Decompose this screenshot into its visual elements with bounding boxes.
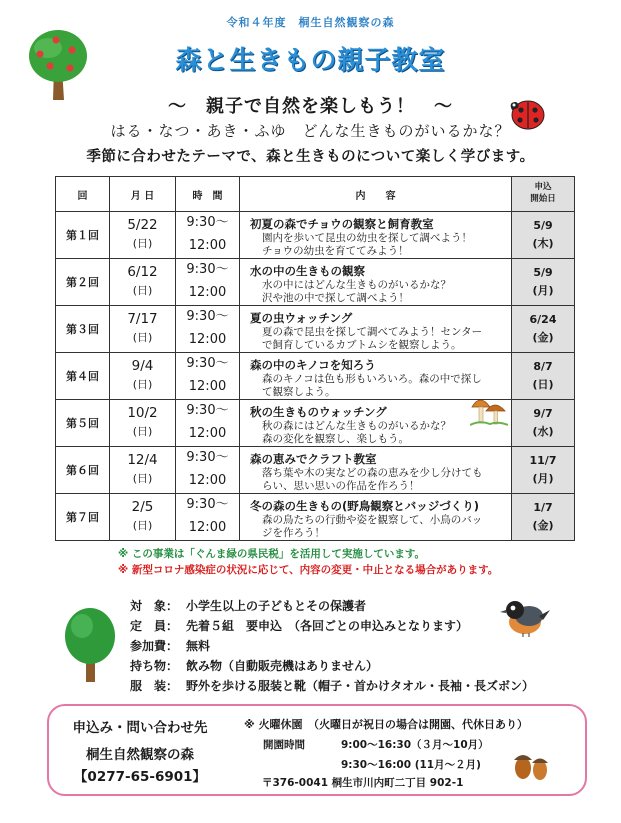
header-date: 月 日 <box>110 177 176 212</box>
session-content: 秋の生きものウォッチング 秋の森にはどんな生きものがいるかな？ 森の変化を観察し、楽しもう。 <box>240 400 512 447</box>
opening-hours-summer: 開園時間 9:00〜16:30（３月〜10月） <box>263 739 489 751</box>
contact-name: 桐生自然観察の森 <box>86 747 194 763</box>
session-date: 2/5 (日) <box>110 494 176 541</box>
apply-start-date: 8/7 (日) <box>512 353 575 400</box>
session-number: 第４回 <box>56 353 110 400</box>
detail-clothing: 服 装： 野外を歩ける服装と靴（帽子・首かけタオル・長袖・長ズボン） <box>130 679 535 693</box>
contact-phone: 【0277-65-6901】 <box>73 769 207 785</box>
session-date: 9/4 (日) <box>110 353 176 400</box>
session-number: 第２回 <box>56 259 110 306</box>
catchphrase: 〜 親子で自然を楽しもう！ 〜 <box>168 96 453 117</box>
session-date: 10/2 (日) <box>110 400 176 447</box>
table-row <box>56 259 575 306</box>
header-time: 時 間 <box>176 177 240 212</box>
apply-start-date: 5/9 (月) <box>512 259 575 306</box>
session-content: 水の中の生きもの観察 水の中にはどんな生きものがいるかな？ 沢や池の中で探して調べよう！ <box>240 259 512 306</box>
opening-hours-winter: 9:30〜16:00 (11月〜２月) <box>341 759 481 771</box>
session-time: 9:30〜 12:00 <box>176 306 240 353</box>
session-content: 夏の虫ウォッチング 夏の森で昆虫を探して調べてみよう！センター で飼育しているカブトムシを観察しよう。 <box>240 306 512 353</box>
page-title: 森と生きもの親子教室 <box>175 46 446 76</box>
table-row <box>56 494 575 541</box>
table-header-row <box>56 177 575 212</box>
session-number: 第１回 <box>56 212 110 259</box>
note-green-tax: ※ この事業は「ぐんま緑の県民税」を活用して実施しています。 <box>118 548 426 560</box>
detail-fee: 参加費： 無料 <box>130 639 211 653</box>
table-row <box>56 306 575 353</box>
session-date: 6/12 (日) <box>110 259 176 306</box>
intro-line-1: はる・なつ・あき・ふゆ どんな生きものがいるかな？ <box>110 122 511 140</box>
header-apply: 申込 開始日 <box>512 177 575 212</box>
apply-start-date: 11/7 (月) <box>512 447 575 494</box>
table-row <box>56 212 575 259</box>
bird-illustration <box>499 596 551 638</box>
address: 〒376-0041 桐生市川内町二丁目 902-1 <box>262 777 464 789</box>
session-content: 森の中のキノコを知ろう 森のキノコは色も形もいろいろ。森の中で探し て観察しよう。 <box>240 353 512 400</box>
session-content: 冬の森の生きもの(野鳥観察とバッジづくり) 森の鳥たちの行動や姿を観察して、小鳥のバッ ジを作ろう！ <box>240 494 512 541</box>
session-time: 9:30〜 12:00 <box>176 400 240 447</box>
session-number: 第５回 <box>56 400 110 447</box>
session-content: 初夏の森でチョウの観察と飼育教室 園内を歩いて昆虫の幼虫を探して調べよう！ チョウの幼虫を育ててみよう！ <box>240 212 512 259</box>
session-date: 5/22 (日) <box>110 212 176 259</box>
apply-start-date: 5/9 (木) <box>512 212 575 259</box>
table-row <box>56 353 575 400</box>
session-date: 7/17 (日) <box>110 306 176 353</box>
detail-target: 対 象： 小学生以上の子どもとその保護者 <box>130 599 367 613</box>
schedule-table <box>55 176 575 541</box>
session-time: 9:30〜 12:00 <box>176 447 240 494</box>
table-row <box>56 400 575 447</box>
intro-line-2: 季節に合わせたテーマで、森と生きものについて楽しく学びます。 <box>86 149 535 165</box>
session-content: 森の恵みでクラフト教室 落ち葉や木の実などの森の恵みを少し分けても らい、思い思いの作品を作ろう！ <box>240 447 512 494</box>
note-covid: ※ 新型コロナ感染症の状況に応じて、内容の変更・中止となる場合があります。 <box>118 564 499 576</box>
closed-day-note: ※ 火曜休園 （火曜日が祝日の場合は開園、代休日あり） <box>244 718 529 731</box>
session-number: 第６回 <box>56 447 110 494</box>
header-no: 回 <box>56 177 110 212</box>
green-tree-illustration <box>62 604 118 684</box>
apply-start-date: 6/24 (金) <box>512 306 575 353</box>
session-time: 9:30〜 12:00 <box>176 494 240 541</box>
table-row <box>56 447 575 494</box>
subtitle: 令和４年度 桐生自然観察の森 <box>226 16 395 29</box>
session-time: 9:30〜 12:00 <box>176 259 240 306</box>
header-content: 内 容 <box>240 177 512 212</box>
detail-capacity: 定 員： 先着５組 要申込 （各回ごとの申込みとなります） <box>130 619 469 633</box>
session-time: 9:30〜 12:00 <box>176 212 240 259</box>
session-time: 9:30〜 12:00 <box>176 353 240 400</box>
session-date: 12/4 (日) <box>110 447 176 494</box>
detail-items: 持ち物： 飲み物（自動販売機はありません） <box>130 659 379 673</box>
contact-heading: 申込み・問い合わせ先 <box>72 720 208 736</box>
session-number: 第３回 <box>56 306 110 353</box>
session-number: 第７回 <box>56 494 110 541</box>
apply-start-date: 1/7 (金) <box>512 494 575 541</box>
apply-start-date: 9/7 (水) <box>512 400 575 447</box>
